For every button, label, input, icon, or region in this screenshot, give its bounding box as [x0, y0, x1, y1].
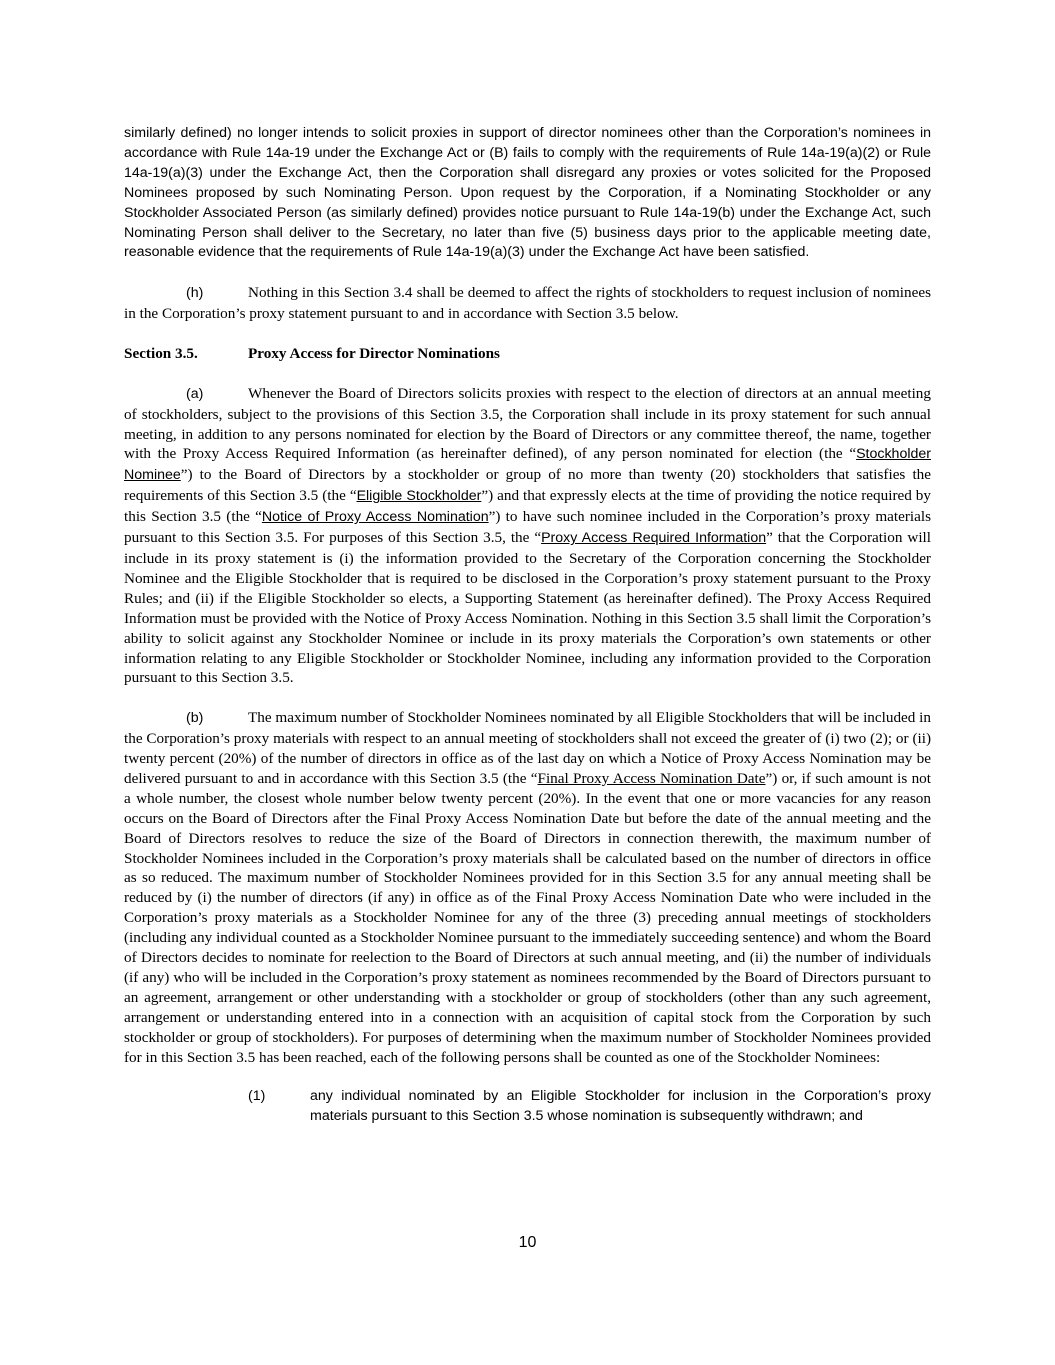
section-title: Proxy Access for Director Nominations [248, 344, 500, 362]
paragraph-a-text-4: ”) to have such nominee included in the Corporation’s proxy materials pursuant to this Section 3.5. For purposes of this Section 3.5, the “ [124, 508, 931, 547]
section-heading [124, 344, 931, 364]
paragraph-a-text-5: ” that the Corporation will include in its proxy statement is (i) the information provided to the Secretary of the Corporation concerning the Stockholder Nominee and the Eligible Stockholder that is required to be disclosed in the Corporation’s proxy statement pursuant to the Proxy Rules; and (ii) if the Eligible Stockholder so elects, a Supporting Statement (as hereinafter defined). The Proxy Access Required Information must be provided with the Notice of Proxy Access Nomination. Nothing in this Section 3.5 shall limit the Corporation’s ability to solicit against any Stockholder Nominee or include in its proxy materials the Corporation’s own statements or other information relating to any Eligible Stockholder or Stockholder Nominee, including any information provided to the Corporation pursuant to this Section 3.5. [124, 529, 931, 687]
document-page [124, 124, 931, 1127]
defined-term-final-proxy-access-nomination-date: Final Proxy Access Nomination Date [537, 769, 766, 787]
paragraph-b [124, 708, 931, 1067]
defined-term-stockholder-nominee: Stockholder Nominee [124, 446, 931, 484]
defined-term-eligible-stockholder: Eligible Stockholder [356, 488, 482, 505]
paragraph-h-marker: (h) [186, 285, 204, 302]
paragraph-b-marker: (b) [186, 710, 204, 727]
paragraph-b-text-1: The maximum number of Stockholder Nominees nominated by all Eligible Stockholders that will be included in the Corporation’s proxy materials with respect to an annual meeting of stockholders shall not exceed the greater of (i) two (2); or (ii) twenty percent (20%) of the number of directors in office as of the last day on which a Notice of Proxy Access Nomination may be delivered pursuant to and in accordance with this Section 3.5 (the “ [124, 709, 931, 787]
paragraph-a [124, 384, 931, 689]
paragraph-a-marker: (a) [186, 385, 204, 402]
paragraph-h [124, 283, 931, 324]
list-item-1-text: any individual nominated by an Eligible Stockholder for inclusion in the Corporation’s proxy materials pursuant to this Section 3.5 whose nomination is subsequently withdrawn; and [310, 1088, 931, 1125]
defined-term-proxy-access-required-information: Proxy Access Required Information [541, 530, 767, 547]
paragraph-a-text-2: ”) to the Board of Directors by a stockholder or group of no more than twenty (20) stockholders that satisfies the requirements of this Section 3.5 (the “ [124, 466, 931, 505]
paragraph-a-text-3: ”) and that expressly elects at the time of providing the notice required by this Section 3.5 (the “ [124, 487, 931, 526]
paragraph-g-continuation: similarly defined) no longer intends to solicit proxies in support of director nominees other than the Corporation’s nominees in accordance with Rule 14a-19 under the Exchange Act or (B) fails to comply with the requirements of Rule 14a-19(a)(2) or Rule 14a-19(a)(3) under the Exchange Act, then the Corporation shall disregard any proxies or votes solicited for the Proposed Nominees proposed by such Nominating Person. Upon request by the Corporation, if a Nominating Stockholder or any Stockholder Associated Person (as similarly defined) provides notice pursuant to Rule 14a-19(b) under the Exchange Act, such Nominating Person shall deliver to the Secretary, no later than five (5) business days prior to the applicable meeting date, reasonable evidence that the requirements of Rule 14a-19(a)(3) under the Exchange Act have been satisfied. [124, 125, 931, 261]
paragraph-b-text-2: ”) or, if such amount is not a whole number, the closest whole number below twenty percent (20%). In the event that one or more vacancies for any reason occurs on the Board of Directors after the Final Proxy Access Nomination Date but before the date of the annual meeting and the Board of Directors resolves to reduce the size of the Board of Directors in connection therewith, the maximum number of Stockholder Nominees included in the Corporation’s proxy materials shall be calculated based on the number of directors in office as so reduced. The maximum number of Stockholder Nominees provided for in this Section 3.5 for any annual meeting shall be reduced by (i) the number of directors (if any) in office as of the Final Proxy Access Nomination Date who were included in the Corporation’s proxy materials as a Stockholder Nominee for any of the three (3) preceding annual meetings of stockholders (including any individual counted as a Stockholder Nominee pursuant to the immediately succeeding sentence) and whom the Board of Directors decides to nominate for reelection to the Board of Directors at such annual meeting, and (ii) the number of individuals (if any) who will be included in the Corporation’s proxy statement as nominees recommended by the Board of Directors pursuant to an agreement, arrangement or other understanding with a stockholder or group of stockholders (other than any such agreement, arrangement or understanding entered into in a connection with an acquisition of capital stock from the Corporation by such stockholder or group of stockholders). For purposes of determining when the maximum number of Stockholder Nominees provided for in this Section 3.5 has been reached, each of the following persons shall be counted as one of the Stockholder Nominees: [124, 769, 931, 1066]
paragraph-a-text-1: Whenever the Board of Directors solicits proxies with respect to the election of directors at an annual meeting of stockholders, subject to the provisions of this Section 3.5, the Corporation shall include in its proxy statement for such annual meeting, in addition to any persons nominated for election by the Board of Directors or any committee thereof, the name, together with the Proxy Access Required Information (as hereinafter defined), of any person nominated for election (the “ [124, 384, 931, 463]
paragraph-h-text: Nothing in this Section 3.4 shall be deemed to affect the rights of stockholders to request inclusion of nominees in the Corporation’s proxy statement pursuant to and in accordance with Section 3.5 below. [124, 284, 931, 323]
section-number: Section 3.5. [124, 344, 198, 362]
list-item-1 [248, 1087, 931, 1127]
page-number: 10 [518, 1234, 537, 1251]
list-item-1-number: (1) [248, 1088, 266, 1105]
defined-term-notice-of-proxy-access-nomination: Notice of Proxy Access Nomination [261, 509, 489, 526]
